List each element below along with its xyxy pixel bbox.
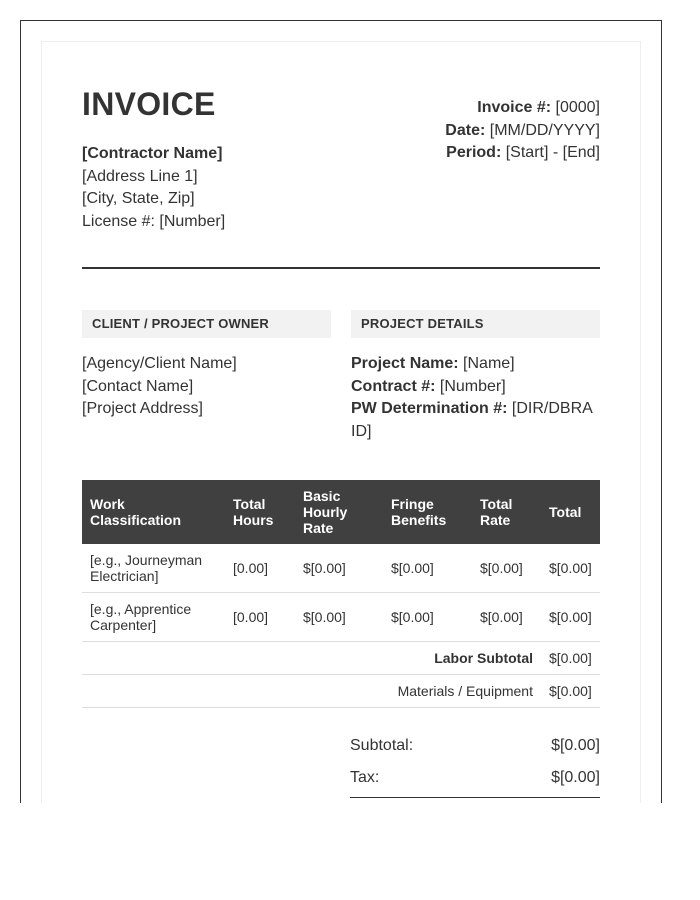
cell-fringe: $[0.00] — [383, 544, 472, 593]
cell-total: $[0.00] — [541, 593, 600, 642]
project-name-value: [Name] — [463, 355, 515, 372]
tax-value: $[0.00] — [551, 769, 600, 786]
invoice-period-value: [Start] - [End] — [505, 144, 600, 161]
client-address: [Project Address] — [82, 400, 203, 417]
col-header-basic-rate: Basic Hourly Rate — [295, 480, 383, 544]
cell-total: $[0.00] — [541, 544, 600, 593]
pw-determination-label: PW Determination #: — [351, 400, 508, 417]
pw-determination-value: [DIR/DBRA ID] — [351, 400, 592, 440]
cell-total-rate: $[0.00] — [472, 593, 541, 642]
cell-basic-rate: $[0.00] — [295, 593, 383, 642]
cell-total-rate: $[0.00] — [472, 544, 541, 593]
client-agency: [Agency/Client Name] — [82, 355, 237, 372]
invoice-period — [445, 142, 600, 165]
contractor-address-line: [Address Line 1] — [82, 167, 198, 185]
contract-number-label: Contract #: — [351, 377, 436, 395]
contractor-license — [82, 211, 225, 234]
invoice-number-label: Invoice #: — [477, 99, 552, 116]
invoice-number — [445, 97, 600, 120]
col-header-hours: Total Hours — [225, 480, 295, 544]
invoice-date — [445, 120, 600, 143]
materials-row — [82, 675, 600, 708]
totals-divider — [350, 797, 600, 798]
cell-classification: [e.g., Journeyman Electrician] — [82, 544, 225, 593]
header-divider — [82, 267, 600, 269]
client-contact: [Contact Name] — [82, 377, 194, 395]
contract-number-value: [Number] — [439, 377, 506, 395]
license-value: [Number] — [159, 212, 226, 230]
client-details — [82, 353, 237, 421]
materials-label: Materials / Equipment — [82, 675, 541, 708]
tax-row — [350, 762, 600, 794]
subtotal-row — [350, 730, 600, 762]
contractor-name: [Contractor Name] — [82, 145, 223, 162]
invoice-title: INVOICE — [82, 86, 216, 122]
project-details — [351, 353, 600, 443]
table-row — [82, 544, 600, 593]
cell-hours: [0.00] — [225, 544, 295, 593]
contractor-city-state-zip: [City, State, Zip] — [82, 190, 195, 207]
project-name-label: Project Name: — [351, 355, 459, 372]
contractor-block — [82, 143, 225, 233]
cell-basic-rate: $[0.00] — [295, 544, 383, 593]
invoice-date-value: [MM/DD/YYYY] — [489, 121, 600, 139]
cell-fringe: $[0.00] — [383, 593, 472, 642]
license-label: License #: — [82, 212, 155, 230]
invoice-period-label: Period: — [446, 144, 502, 161]
contract-number — [351, 376, 600, 399]
totals-block — [350, 730, 600, 794]
project-name — [351, 353, 600, 376]
client-section-heading: CLIENT / PROJECT OWNER — [82, 310, 331, 338]
cell-classification: [e.g., Apprentice Carpenter] — [82, 593, 225, 642]
labor-subtotal-value: $[0.00] — [541, 642, 600, 675]
invoice-meta — [445, 97, 600, 165]
labor-table-header — [82, 480, 600, 544]
cell-hours: [0.00] — [225, 593, 295, 642]
subtotal-value: $[0.00] — [551, 737, 600, 754]
labor-subtotal-row — [82, 642, 600, 675]
invoice-number-value: [0000] — [555, 99, 600, 116]
col-header-fringe: Fringe Benefits — [383, 480, 472, 544]
col-header-total: Total — [541, 480, 600, 544]
subtotal-label: Subtotal: — [350, 737, 414, 754]
project-section-heading: PROJECT DETAILS — [351, 310, 600, 338]
materials-value: $[0.00] — [541, 675, 600, 708]
pw-determination — [351, 398, 600, 443]
labor-table — [82, 480, 600, 708]
labor-subtotal-label: Labor Subtotal — [82, 642, 541, 675]
invoice-date-label: Date: — [445, 121, 486, 139]
col-header-total-rate: Total Rate — [472, 480, 541, 544]
table-row — [82, 593, 600, 642]
tax-label: Tax: — [350, 769, 380, 786]
col-header-classification: Work Classification — [82, 480, 225, 544]
